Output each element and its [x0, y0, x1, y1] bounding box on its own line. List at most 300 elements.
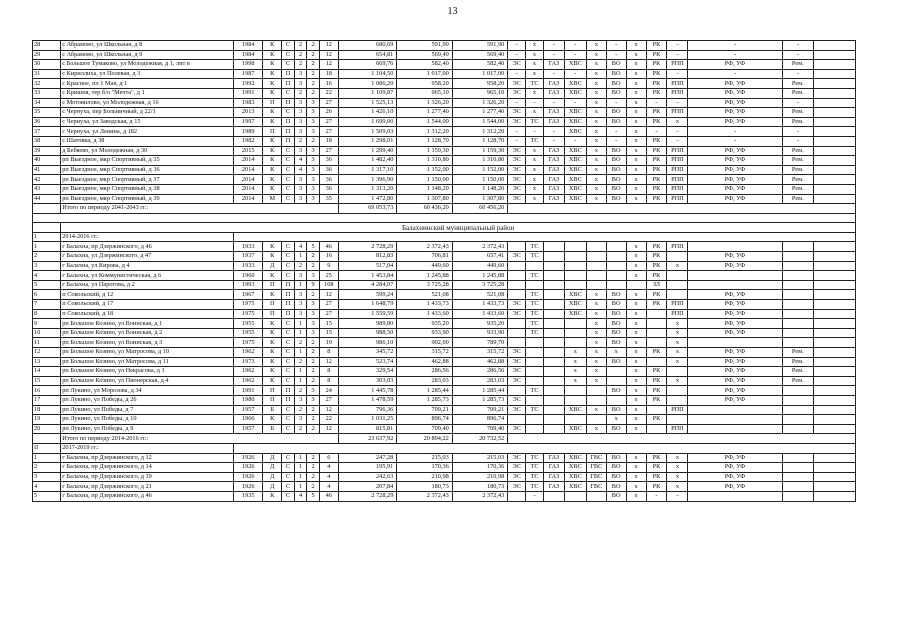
utility-cell: - — [508, 69, 526, 79]
total-area: 345,72 — [338, 348, 397, 358]
empty-cell — [33, 223, 61, 233]
empty-cell — [814, 463, 856, 473]
row-number: 3 — [33, 472, 61, 482]
table-row — [33, 300, 856, 310]
living-area: 1 245,88 — [397, 271, 452, 281]
row-number: 19 — [33, 415, 61, 425]
row-number: 40 — [33, 156, 61, 166]
total-area: 2 728,29 — [338, 242, 397, 252]
empty-cell — [33, 204, 61, 214]
utility-cell — [526, 280, 544, 290]
table-row — [33, 472, 856, 482]
utility-cell: х — [626, 309, 646, 319]
utility-cell: ХВС — [564, 463, 586, 473]
floor-type: П — [282, 136, 295, 146]
entrances: 2 — [307, 261, 320, 271]
residential-area: 709,40 — [452, 424, 507, 434]
floor-type: С — [282, 271, 295, 281]
table-row — [33, 50, 856, 60]
utility-cell — [606, 242, 626, 252]
utility-cell: РФ, УФ — [688, 98, 782, 108]
apartments: 15 — [319, 328, 338, 338]
entrances: 5 — [307, 242, 320, 252]
wall-material: П — [263, 98, 282, 108]
wall-material: К — [263, 328, 282, 338]
table-row — [33, 252, 856, 262]
utility-cell: ХВС — [564, 146, 586, 156]
floor-type: С — [282, 348, 295, 358]
wall-material: Б — [263, 405, 282, 415]
floor-type: П — [282, 290, 295, 300]
entrances: 2 — [307, 69, 320, 79]
row-number: 7 — [33, 300, 61, 310]
total-area: 517,04 — [338, 261, 397, 271]
residential-area: 1 150,00 — [452, 175, 507, 185]
wall-material: К — [263, 146, 282, 156]
utility-cell: - — [782, 50, 813, 60]
utility-cell: х — [526, 156, 544, 166]
utility-cell: х — [667, 261, 688, 271]
utility-cell: - — [543, 136, 564, 146]
total-area: 1 472,80 — [338, 194, 397, 204]
floors: 3 — [294, 146, 307, 156]
utility-cell: ВО — [606, 156, 626, 166]
living-area: 286,56 — [397, 367, 452, 377]
empty-cell — [814, 386, 856, 396]
entrances: 2 — [307, 252, 320, 262]
utility-cell: ГАЗ — [543, 165, 564, 175]
utility-cell: - — [646, 98, 667, 108]
utility-cell — [782, 252, 813, 262]
utility-cell: ГАЗ — [543, 60, 564, 70]
row-number: 28 — [33, 41, 61, 51]
utility-cell: РК — [646, 271, 667, 281]
address: с Чернуха, ул Ленина, д 182 — [61, 127, 234, 137]
utility-cell: - — [526, 491, 544, 501]
utility-cell: ХВС — [564, 79, 586, 89]
utility-cell: ВО — [606, 79, 626, 89]
address: п Сокольский, д 17 — [61, 300, 234, 310]
utility-cell — [646, 357, 667, 367]
floors: 2 — [294, 386, 307, 396]
utility-cell: х — [586, 127, 606, 137]
address: рп Лукино, ул Победы, д 10 — [61, 415, 234, 425]
total-area: 599,24 — [338, 290, 397, 300]
apartments: 36 — [319, 175, 338, 185]
row-number: 29 — [33, 50, 61, 60]
entrances: 2 — [307, 290, 320, 300]
year: 2015 — [234, 146, 263, 156]
row-number: 38 — [33, 136, 61, 146]
total-area: 1 298,01 — [338, 136, 397, 146]
utility-cell: х — [667, 338, 688, 348]
utility-cell: РК — [646, 395, 667, 405]
entrances: 2 — [307, 367, 320, 377]
living-area: 1 152,00 — [397, 165, 452, 175]
utility-cell: х — [626, 424, 646, 434]
utility-cell: РК — [646, 376, 667, 386]
total-area: 1 426,10 — [338, 108, 397, 118]
total-label: Итого по периоду 2014-2016 гг.: — [61, 434, 338, 444]
utility-cell: РПП — [667, 309, 688, 319]
living-area: 170,36 — [397, 463, 452, 473]
utility-cell — [688, 491, 782, 501]
year: 1992 — [234, 79, 263, 89]
period-label: 2014-2016 гг.: — [61, 232, 234, 242]
floor-type: П — [282, 280, 295, 290]
row-number: 3 — [33, 261, 61, 271]
utility-cell: ХВС — [564, 309, 586, 319]
utility-cell: х — [586, 348, 606, 358]
utility-cell — [586, 395, 606, 405]
floor-type: С — [282, 156, 295, 166]
period-row — [33, 232, 856, 242]
utility-cell: РФ, УФ — [688, 60, 782, 70]
utility-cell: ГАЗ — [543, 184, 564, 194]
utility-cell — [688, 424, 782, 434]
floor-type: С — [282, 338, 295, 348]
empty-cell — [814, 376, 856, 386]
floor-type: С — [282, 60, 295, 70]
floor-type: С — [282, 482, 295, 492]
apartments: 35 — [319, 194, 338, 204]
floors: 3 — [294, 79, 307, 89]
utility-cell: - — [564, 98, 586, 108]
table-row — [33, 482, 856, 492]
utility-cell: Рем. — [782, 165, 813, 175]
utility-cell: РК — [646, 108, 667, 118]
utility-cell: х — [526, 88, 544, 98]
wall-material: К — [263, 376, 282, 386]
period-number: II — [33, 443, 61, 453]
utility-cell: х — [626, 108, 646, 118]
utility-cell: ЭС — [508, 108, 526, 118]
apartments: 8 — [319, 348, 338, 358]
entrances: 2 — [307, 60, 320, 70]
utility-cell: х — [626, 60, 646, 70]
utility-cell: ВО — [606, 386, 626, 396]
utility-cell: РПП — [667, 184, 688, 194]
apartments: 16 — [319, 79, 338, 89]
utility-cell: РПП — [667, 194, 688, 204]
table-row — [33, 156, 856, 166]
residential-area: 1 310,80 — [452, 156, 507, 166]
row-number: 33 — [33, 88, 61, 98]
utility-cell: - — [688, 41, 782, 51]
residential-area: 462,88 — [452, 357, 507, 367]
address: рп Большое Козино, ул Воинская, д 3 — [61, 338, 234, 348]
utility-cell: - — [508, 41, 526, 51]
utility-cell: ЭС — [508, 184, 526, 194]
wall-material: К — [263, 415, 282, 425]
total-row — [33, 204, 856, 214]
utility-cell — [543, 252, 564, 262]
wall-material: К — [263, 357, 282, 367]
utility-cell — [564, 271, 586, 281]
residential-area: 1 433,60 — [452, 309, 507, 319]
wall-material: К — [263, 338, 282, 348]
utility-cell — [543, 367, 564, 377]
utility-cell: х — [626, 405, 646, 415]
utility-cell: х — [586, 156, 606, 166]
row-number: 43 — [33, 184, 61, 194]
utility-cell: х — [667, 453, 688, 463]
utility-cell: - — [782, 98, 813, 108]
wall-material: П — [263, 300, 282, 310]
residential-area: 789,70 — [452, 338, 507, 348]
utility-cell — [564, 280, 586, 290]
utility-cell: х — [586, 194, 606, 204]
utility-cell: ЭС — [508, 463, 526, 473]
table-row — [33, 127, 856, 137]
utility-cell — [543, 376, 564, 386]
utility-cell: ВО — [606, 472, 626, 482]
row-number: 36 — [33, 117, 61, 127]
empty-cell — [814, 348, 856, 358]
apartments: 36 — [319, 184, 338, 194]
year: 1989 — [234, 127, 263, 137]
utility-cell: РФ, УФ — [688, 367, 782, 377]
utility-cell: - — [688, 50, 782, 60]
wall-material: Д — [263, 261, 282, 271]
utility-cell: х — [626, 386, 646, 396]
utility-cell: ЭС — [508, 117, 526, 127]
wall-material: П — [263, 386, 282, 396]
utility-cell — [586, 261, 606, 271]
utility-cell — [782, 309, 813, 319]
utility-cell: РК — [646, 482, 667, 492]
address: рп Выездное, мкр Спортивный, д 38 — [61, 184, 234, 194]
empty-cell — [814, 98, 856, 108]
entrances: 2 — [307, 79, 320, 89]
row-number: 31 — [33, 69, 61, 79]
residential-area: 709,21 — [452, 405, 507, 415]
utility-cell: ВО — [606, 319, 626, 329]
empty-cell — [508, 434, 856, 444]
apartments: 24 — [319, 386, 338, 396]
residential-area: 1 245,88 — [452, 271, 507, 281]
utility-cell: РФ, УФ — [688, 261, 782, 271]
utility-cell: ВО — [606, 290, 626, 300]
entrances: 2 — [307, 463, 320, 473]
floors: 1 — [294, 463, 307, 473]
utility-cell: - — [782, 136, 813, 146]
wall-material: К — [263, 117, 282, 127]
residential-area: 521,08 — [452, 290, 507, 300]
entrances: 3 — [307, 328, 320, 338]
utility-cell: ХВС — [564, 424, 586, 434]
utility-cell — [564, 319, 586, 329]
year: 1957 — [234, 424, 263, 434]
utility-cell — [543, 261, 564, 271]
floor-type: С — [282, 88, 295, 98]
residential-area: 180,73 — [452, 482, 507, 492]
row-number: 20 — [33, 424, 61, 434]
utility-cell: ВО — [606, 482, 626, 492]
total-area: 1 396,90 — [338, 175, 397, 185]
total-area: 4 284,07 — [338, 280, 397, 290]
utility-cell — [508, 328, 526, 338]
entrances: 2 — [307, 50, 320, 60]
utility-cell: х — [586, 405, 606, 415]
address: с Абрамово, ул Школьная, д 9 — [61, 50, 234, 60]
utility-cell: РК — [646, 415, 667, 425]
table-row — [33, 395, 856, 405]
residential-area: 1 159,30 — [452, 146, 507, 156]
living-area: 1 326,20 — [397, 98, 452, 108]
utility-cell: РПП — [667, 108, 688, 118]
utility-cell: - — [543, 127, 564, 137]
wall-material: К — [263, 108, 282, 118]
row-number: 8 — [33, 309, 61, 319]
address: с Большое Тумаково, ул Молодежная, д 1, лит в — [61, 60, 234, 70]
utility-cell — [564, 252, 586, 262]
utility-cell — [688, 415, 782, 425]
address: рп Лукино, ул Морозова, д 34 — [61, 386, 234, 396]
utility-cell: Рем. — [782, 79, 813, 89]
utility-cell: х — [626, 271, 646, 281]
living-area: 1 148,20 — [397, 184, 452, 194]
floors: 3 — [294, 108, 307, 118]
utility-cell: ГАЗ — [543, 108, 564, 118]
total-area: 1 109,87 — [338, 88, 397, 98]
utility-cell — [688, 242, 782, 252]
floors: 3 — [294, 300, 307, 310]
living-area: 706,81 — [397, 252, 452, 262]
living-area: 283,03 — [397, 376, 452, 386]
row-number: 4 — [33, 482, 61, 492]
utility-cell: х — [667, 328, 688, 338]
address: рп Большое Козино, ул Некрасова, д 1 — [61, 367, 234, 377]
utility-cell: х — [626, 491, 646, 501]
utility-cell: х — [626, 328, 646, 338]
utility-cell: РФ, УФ — [688, 463, 782, 473]
residential-area: 1 312,20 — [452, 127, 507, 137]
utility-cell: РПП — [667, 60, 688, 70]
living-area: 1 312,20 — [397, 127, 452, 137]
utility-cell: РК — [646, 463, 667, 473]
year: 1926 — [234, 472, 263, 482]
utility-cell — [508, 280, 526, 290]
utility-cell: РК — [646, 252, 667, 262]
utility-cell — [564, 415, 586, 425]
floor-type: П — [282, 309, 295, 319]
utility-cell — [782, 271, 813, 281]
residential-area: 1 433,73 — [452, 300, 507, 310]
living-area: 1 159,30 — [397, 146, 452, 156]
utility-cell: - — [667, 41, 688, 51]
apartments: 18 — [319, 136, 338, 146]
total-residential-area: 60 456,20 — [452, 204, 507, 214]
utility-cell: РК — [646, 41, 667, 51]
residential-area: 1 277,40 — [452, 108, 507, 118]
residential-area: 449,60 — [452, 261, 507, 271]
address: рп Большое Козино, ул Воинская, д 1 — [61, 319, 234, 329]
utility-cell — [626, 280, 646, 290]
utility-cell: РПП — [667, 405, 688, 415]
row-number: 35 — [33, 108, 61, 118]
living-area: 1 150,00 — [397, 175, 452, 185]
empty-cell — [814, 194, 856, 204]
wall-material: К — [263, 252, 282, 262]
utility-cell — [508, 491, 526, 501]
living-area: 1 544,00 — [397, 117, 452, 127]
living-area: 1 307,80 — [397, 194, 452, 204]
utility-cell — [782, 482, 813, 492]
utility-cell: РФ, УФ — [688, 79, 782, 89]
utility-cell: ТС — [526, 290, 544, 300]
apartments: 27 — [319, 300, 338, 310]
utility-cell: х — [626, 194, 646, 204]
empty-cell — [814, 472, 856, 482]
floors: 2 — [294, 50, 307, 60]
row-number: 9 — [33, 319, 61, 329]
utility-cell: ЭС — [508, 175, 526, 185]
utility-cell: ВО — [606, 60, 626, 70]
utility-cell — [667, 290, 688, 300]
living-area: 1 433,73 — [397, 300, 452, 310]
residential-area: 933,90 — [452, 328, 507, 338]
row-number: 16 — [33, 386, 61, 396]
utility-cell: х — [626, 69, 646, 79]
floors: 1 — [294, 280, 307, 290]
entrances: 3 — [307, 98, 320, 108]
floors: 3 — [294, 184, 307, 194]
utility-cell — [782, 395, 813, 405]
utility-cell: х — [626, 98, 646, 108]
empty-cell — [814, 79, 856, 89]
utility-cell: Рем. — [782, 184, 813, 194]
utility-cell — [667, 415, 688, 425]
utility-cell: х — [564, 357, 586, 367]
utility-cell: х — [626, 41, 646, 51]
utility-cell: - — [606, 50, 626, 60]
total-area: 1 445,78 — [338, 386, 397, 396]
year: 1973 — [234, 357, 263, 367]
table-row — [33, 271, 856, 281]
utility-cell: РФ, УФ — [688, 386, 782, 396]
table-row — [33, 175, 856, 185]
total-area: 242,63 — [338, 472, 397, 482]
utility-cell: х — [586, 367, 606, 377]
total-area: 1 299,40 — [338, 146, 397, 156]
table-row — [33, 405, 856, 415]
utility-cell: х — [626, 136, 646, 146]
year: 1983 — [234, 98, 263, 108]
apartments: 46 — [319, 491, 338, 501]
entrances: 3 — [307, 175, 320, 185]
empty-cell — [814, 309, 856, 319]
utility-cell: х — [586, 165, 606, 175]
utility-cell: ТС — [526, 319, 544, 329]
wall-material: К — [263, 79, 282, 89]
living-area: 902,00 — [397, 338, 452, 348]
utility-cell — [782, 328, 813, 338]
entrances: 2 — [307, 41, 320, 51]
utility-cell: ЭС — [508, 405, 526, 415]
row-number: 34 — [33, 98, 61, 108]
wall-material: М — [263, 194, 282, 204]
address: с Чернуха, ул Заводская, д 15 — [61, 117, 234, 127]
living-area: 1 433,60 — [397, 309, 452, 319]
floors: 4 — [294, 491, 307, 501]
table-row — [33, 357, 856, 367]
total-area: 1 478,59 — [338, 395, 397, 405]
utility-cell: х — [626, 300, 646, 310]
living-area: 2 372,43 — [397, 491, 452, 501]
utility-cell: х — [667, 472, 688, 482]
wall-material: К — [263, 184, 282, 194]
